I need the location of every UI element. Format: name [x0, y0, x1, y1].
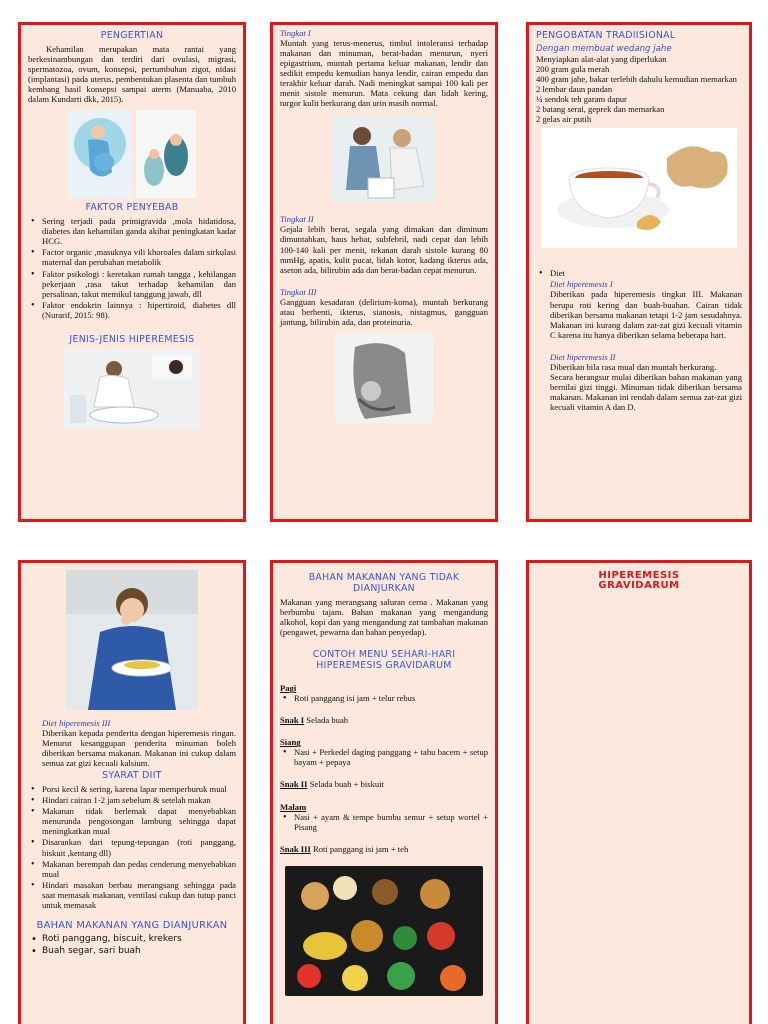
- diet-3-title: Diet hiperemesis III: [42, 718, 111, 728]
- menu-label: Snak II: [280, 779, 308, 790]
- pregnant-woman-image: [68, 110, 132, 198]
- list-item: • Factor organic ,masuknya vili khoroales dalam sirkulasi maternal dan perubahan metabolik: [42, 247, 236, 267]
- tingkat-2-text: Gejala lebih berat, segala yang dimakan dan diminum dimuntahkan, haus hebat, subfebril, nadi cepat dan lebih 100-140 kali per menit, tekanan darah sistole kurang 80 mmHg, apatis, kulit pucat, lidah kotor, kadang ikterus ada, aseton ada, bilirubin ada dan berat-badan cepat menurun.: [280, 224, 488, 275]
- menu-item: Selada buah + biskuit: [309, 779, 384, 790]
- menu-label: Siang: [280, 737, 301, 748]
- menu-items: [280, 812, 488, 832]
- healthy-food-image: [285, 866, 483, 996]
- list-item: • Faktor psikologi : keretakan rumah tangga , kehilangan pekerjaan ,rasa takut terhadap kehamilan dan persalinan, takut memikul tanggung jawab, dll: [42, 269, 236, 299]
- ingredient-line: 200 gram gula merah: [536, 64, 610, 75]
- menu-item: • Roti panggang isi jam + telur rebus: [294, 693, 488, 703]
- ingredient-line: 400 gram jahe, bakar terlebih dahulu kemudian memarkan: [536, 74, 737, 85]
- ingredient-list: [536, 54, 742, 124]
- tingkat-2-title: Tingkat II: [280, 214, 314, 225]
- menu-snak-1: [280, 715, 488, 725]
- ingredient-line: 2 batang serai, geprek dan memarkan: [536, 104, 665, 115]
- heading-dianjurkan: BAHAN MAKANAN YANG DIANJURKAN: [36, 919, 228, 931]
- menu-item: • Nasi + Perkedel daging panggang + tahu bacem + setup bayam + pepaya: [294, 747, 488, 767]
- subheading-wedang-jahe: Dengan membuat wedang jahe: [536, 44, 672, 54]
- menu-label: Snak I: [280, 715, 305, 726]
- menu-pagi: [280, 683, 488, 703]
- diet-1-title: Diet hiperemesis I: [550, 279, 613, 290]
- panel-pengobatan: [526, 22, 752, 522]
- list-item: • Buah segar, sari buah: [42, 946, 236, 957]
- heading-pengobatan: PENGOBATAN TRADIISIONAL: [536, 30, 676, 41]
- pregnancy-images: [28, 110, 236, 198]
- list-item: • Hindari masakan berbau merangsang sehingga pada saat memasak makanan, ventilasi cukup dan tutup panci untuk memasak: [42, 880, 236, 910]
- menu-items: [280, 747, 488, 767]
- tingkat-3-title: Tingkat III: [280, 286, 317, 297]
- diet-2-text-2: Secara berangsur mulai diberikan bahan makanan yang bernilai gizi tinggi. Minuman tidak diberikan bersama makanan. Makanan ini rendah dalam semua zat-zat gizi kecuali vitamin A dan D.: [550, 371, 742, 412]
- list-item: • Disarankan dari tepung-tepungan (roti panggang, biskuit ,kentang dll): [42, 837, 236, 857]
- heading-jenis: JENIS-JENIS HIPEREMESIS: [69, 333, 195, 345]
- list-item: • Sering terjadi pada primigravida ,mola hidatidosa, diabetes dan kehamilan ganda akibat peningkatan kadar HCG.: [42, 216, 236, 246]
- ingredient-line: Menyiapkan alat-alat yang diperlukan: [536, 54, 667, 65]
- ingredient-line: 2 gelas air putih: [536, 114, 592, 125]
- cover-title: [529, 571, 749, 591]
- heading-pengertian: PENGERTIAN: [100, 30, 164, 41]
- ginger-tea-image: [541, 128, 737, 248]
- menu-label: Snak III: [280, 843, 311, 854]
- menu-siang: [280, 737, 488, 767]
- heading-tidak-dianjurkan: BAHAN MAKANAN YANG TIDAK DIANJURKAN: [308, 572, 460, 594]
- heading-contoh-menu: CONTOH MENU SEHARI-HARI HIPEREMESIS GRAVIDARUM: [312, 649, 456, 672]
- panel-cover: [526, 560, 752, 1024]
- diet-label: • Diet: [550, 268, 742, 278]
- diet-list: [536, 268, 742, 278]
- ingredient-line: 2 lembar daun pandan: [536, 84, 613, 95]
- menu-label: Malam: [280, 801, 307, 812]
- menu-label: Pagi: [280, 683, 297, 694]
- list-item: • Porsi kecil & sering, karena lapar memperburuk mual: [42, 784, 236, 794]
- diet-3-text: Diberikan kepada penderita dengan hiperemesis ringan. Menurut kesanggupan penderita minuman boleh diberikan bersama makanan. Makanan ini cukup dalam semua zat gizi kecuali kalsium.: [42, 728, 236, 769]
- unconscious-woman-image: [335, 333, 433, 423]
- cover-title-line-1: HIPEREMESIS: [598, 570, 680, 581]
- syarat-list: [28, 784, 236, 910]
- panel-tingkat: [270, 22, 498, 522]
- diet-block: [536, 279, 742, 412]
- list-item: • Makanan tidak berlemak dapat menyebabkan menurunda pengosongan lambung sehingga dapat meningkatkan mual: [42, 806, 236, 836]
- panel-menu: [270, 560, 498, 1024]
- tidak-dianjurkan-text: Makanan yang merangsang saluran cerna . Makanan yang berbumbu tajam. Bahan makanan yang mengandung alkohol, kopi dan yang mengandung zat tambahan makanan (pengawet, pewarna dan bahan penyedap).: [280, 597, 488, 638]
- nausea-woman-image: [64, 349, 200, 429]
- pengertian-text: Kehamilan merupakan mata rantai yang berkesinambungan dan terdiri dari ovulasi, migrasi, spermatozoa, ovum, konsepsi, pertumbuhan zigot, nidasi (implantasi) pada uterus, pembentukan plasenta dan tumbuh kembang hasil konsepsi sampai aterm (Manuaba, 2010 dalam Kundarti dkk, 2015).: [28, 44, 236, 105]
- faktor-list: [28, 216, 236, 319]
- cover-title-line-2: GRAVIDARUM: [598, 580, 680, 591]
- list-item: • Roti panggang, biscuit, krekers: [42, 934, 236, 945]
- panel-diet-syarat: [18, 560, 246, 1024]
- panel-pengertian: [18, 22, 246, 522]
- list-item: • Faktor endokrin lainnya : hipertiroid, diabetes dll (Nurarif, 2015: 98).: [42, 300, 236, 320]
- menu-snak-3: [280, 844, 488, 854]
- tingkat-1-text: Muntah yang terus-menerus, timbul intoleransi terhadap makanan dan minuman, berat-badan menurun, nyeri epigastrium, muntah pertama keluar makanan, lendir dan sedikit empedu kemudian hanya lendir, cairan empedu dan terakhir keluar darah. Nadi meningkat sampai 100 kali per menit sistole menurun. Mata cekung dan lidah kering, turgor kulit berkurang dan urin masih normal.: [280, 38, 488, 109]
- fetus-stages-image: [136, 110, 196, 198]
- list-item: • Makanan berempah dan pedas cenderung menyebabkan mual: [42, 859, 236, 879]
- heading-faktor: FAKTOR PENYEBAB: [85, 202, 179, 214]
- menu-item: • Nasi + ayam & tempe bumbu semur + setup wortel + Pisang: [294, 812, 488, 832]
- menu-snak-2: [280, 779, 488, 789]
- diet-1-text: Diberikan pada hiperemesis tingkat III. Makanan berupa roti kering dan buah-buahan. Cairan tidak diberikan bersama makanan tetapi 1-2 jam sesudahnya. Makanan ini kurang dalam zat-zat gizi kecuali vitamin C karena itu hanya diberikan selama beberapa hari.: [550, 289, 742, 340]
- ingredient-line: ¼ sendok teh garam dapur: [536, 94, 627, 105]
- tingkat-3-text: Gangguan kesadaran (delirium-koma), muntah berkurang atau berhenti, ikterus, sianosis, nistagmus, gangguan jantung, bilirubin ada, dan proteinuria.: [280, 296, 488, 327]
- vomiting-woman-image: [332, 116, 436, 202]
- list-item: • Hindari cairan 1-2 jam sebelum & setelah makan: [42, 795, 236, 805]
- menu-items: [280, 693, 488, 703]
- menu-malam: [280, 802, 488, 832]
- dianjurkan-list: [28, 934, 236, 956]
- menu-item: Roti panggang isi jam + teh: [312, 843, 409, 854]
- diet-2-text: Diberikan bila rasa mual dan muntah berkurang.: [550, 361, 717, 372]
- menu-item: Selada buah: [306, 715, 349, 726]
- heading-syarat: SYARAT DIIT: [102, 770, 162, 782]
- woman-with-plate-image: [66, 570, 198, 710]
- diet-2-title: Diet hiperemesis II: [550, 351, 616, 362]
- tingkat-1-title: Tingkat I: [280, 28, 311, 38]
